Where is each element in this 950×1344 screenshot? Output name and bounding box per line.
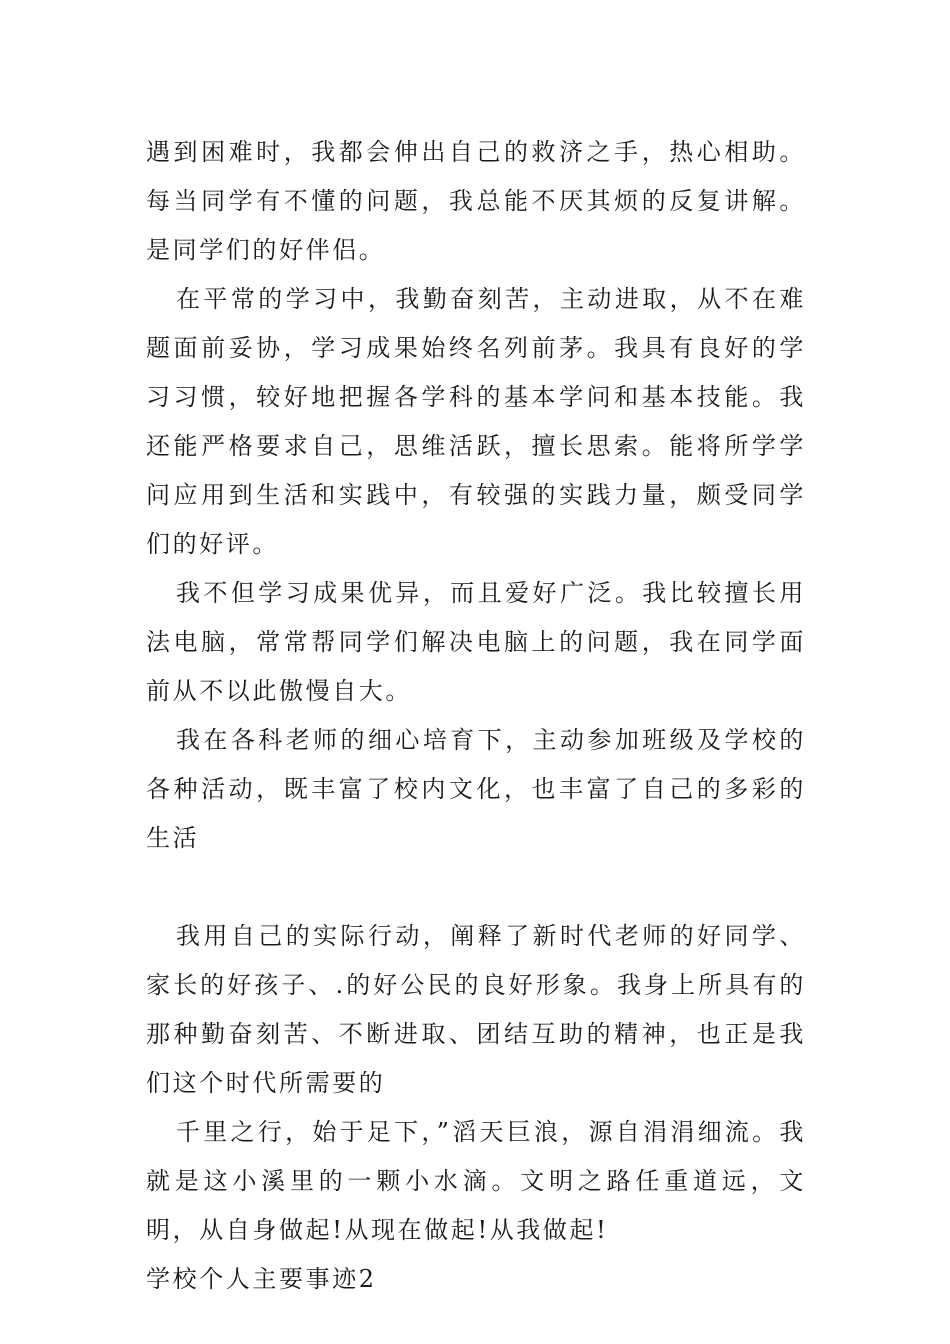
section-heading: 学校个人主要事迹2 [146, 1265, 377, 1293]
document-body [146, 128, 806, 1304]
paragraph-2: 在平常的学习中，我勤奋刻苦，主动进取，从不在难题面前妥协，学习成果始终名列前茅。我具有良好的学习习惯，较好地把握各学科的基本学问和基本技能。我还能严格要求自己，思维活跃，擅长思索。能将所学学问应用到生活和实践中，有较强的实践力量，颇受同学们的好评。 [146, 285, 806, 558]
paragraph-1: 遇到困难时，我都会伸出自己的救济之手，热心相助。每当同学有不懂的问题，我总能不厌其烦的反复讲解。是同学们的好伴侣。 [146, 138, 806, 264]
paragraph-5: 我用自己的实际行动，阐释了新时代老师的好同学、家长的好孩子、.的好公民的良好形象。我身上所具有的那种勤奋刻苦、不断进取、团结互助的精神，也正是我们这个时代所需要的 [146, 922, 806, 1097]
paragraph-3: 我不但学习成果优异，而且爱好广泛。我比较擅长用法电脑，常常帮同学们解决电脑上的问题，我在同学面前从不以此傲慢自大。 [146, 579, 806, 705]
paragraph-4: 我在各科老师的细心培育下，主动参加班级及学校的各种活动，既丰富了校内文化，也丰富了自己的多彩的生活 [146, 726, 806, 852]
paragraph-gap [146, 863, 806, 912]
paragraph-6: 千里之行，始于足下，”滔天巨浪，源自涓涓细流。我就是这小溪里的一颗小水滴。文明之路任重道远，文明，从自身做起!从现在做起!从我做起! [146, 1118, 806, 1244]
